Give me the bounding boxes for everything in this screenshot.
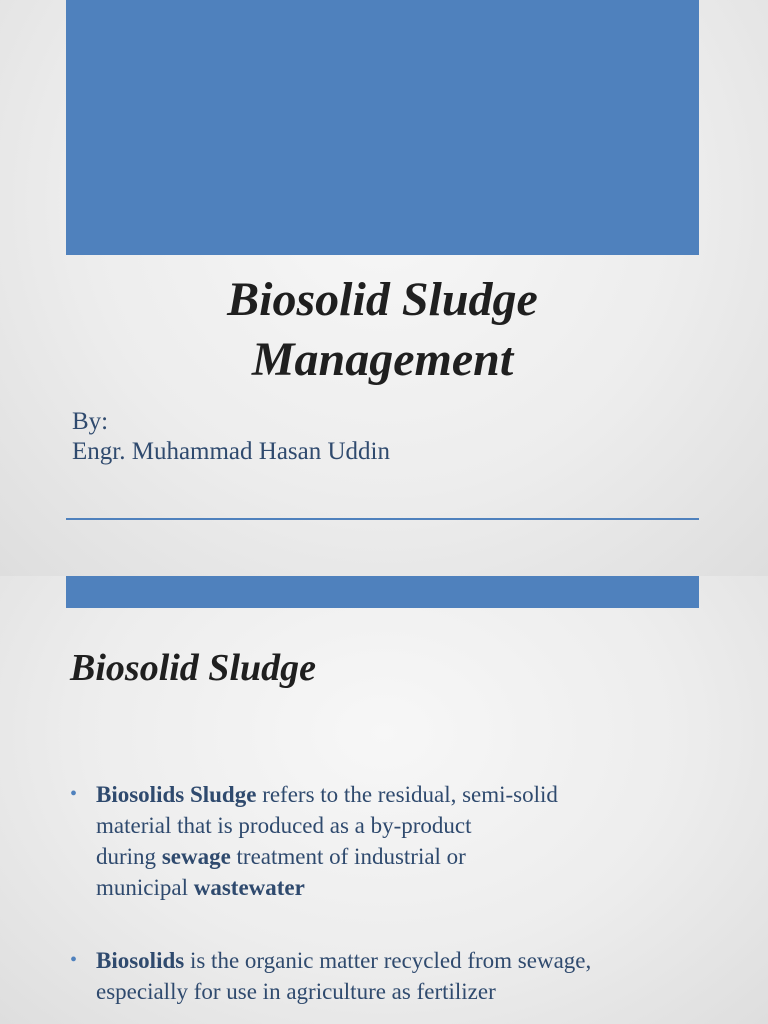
content-slide [0, 576, 768, 1024]
author-block [72, 407, 692, 467]
slide-heading: Biosolid Sludge [70, 647, 316, 689]
bullet-icon: • [70, 783, 78, 805]
bullet-line: especially for use in agriculture as fertilizer [96, 979, 496, 1004]
bullet-line [96, 841, 716, 872]
bullet-text: treatment of industrial or [230, 844, 466, 869]
key-term: Biosolids Sludge [96, 782, 257, 807]
key-term: wastewater [193, 875, 305, 900]
bullet-line [96, 872, 716, 903]
title-banner [66, 0, 699, 255]
title-line-2: Management [251, 333, 514, 386]
bullet-line [96, 945, 716, 976]
key-term: Biosolids [96, 948, 185, 973]
title-divider [66, 518, 699, 520]
bullet-item [70, 779, 716, 903]
bullet-item [70, 945, 716, 1007]
bullet-line: material that is produced as a by-product [96, 813, 472, 838]
content-banner [66, 576, 699, 608]
presentation-title [66, 270, 699, 390]
bullet-text: during [96, 844, 162, 869]
bullet-text: is the organic matter recycled from sewage, [184, 948, 592, 973]
bullet-text: municipal [96, 875, 194, 900]
bullet-line [96, 779, 716, 810]
key-term: sewage [161, 844, 231, 869]
title-line-1: Biosolid Sludge [227, 273, 538, 326]
author-name: Engr. Muhammad Hasan Uddin [72, 438, 391, 465]
bullet-icon: • [70, 949, 78, 971]
by-label: By: [72, 408, 109, 435]
bullet-text: refers to the residual, semi-solid [256, 782, 558, 807]
